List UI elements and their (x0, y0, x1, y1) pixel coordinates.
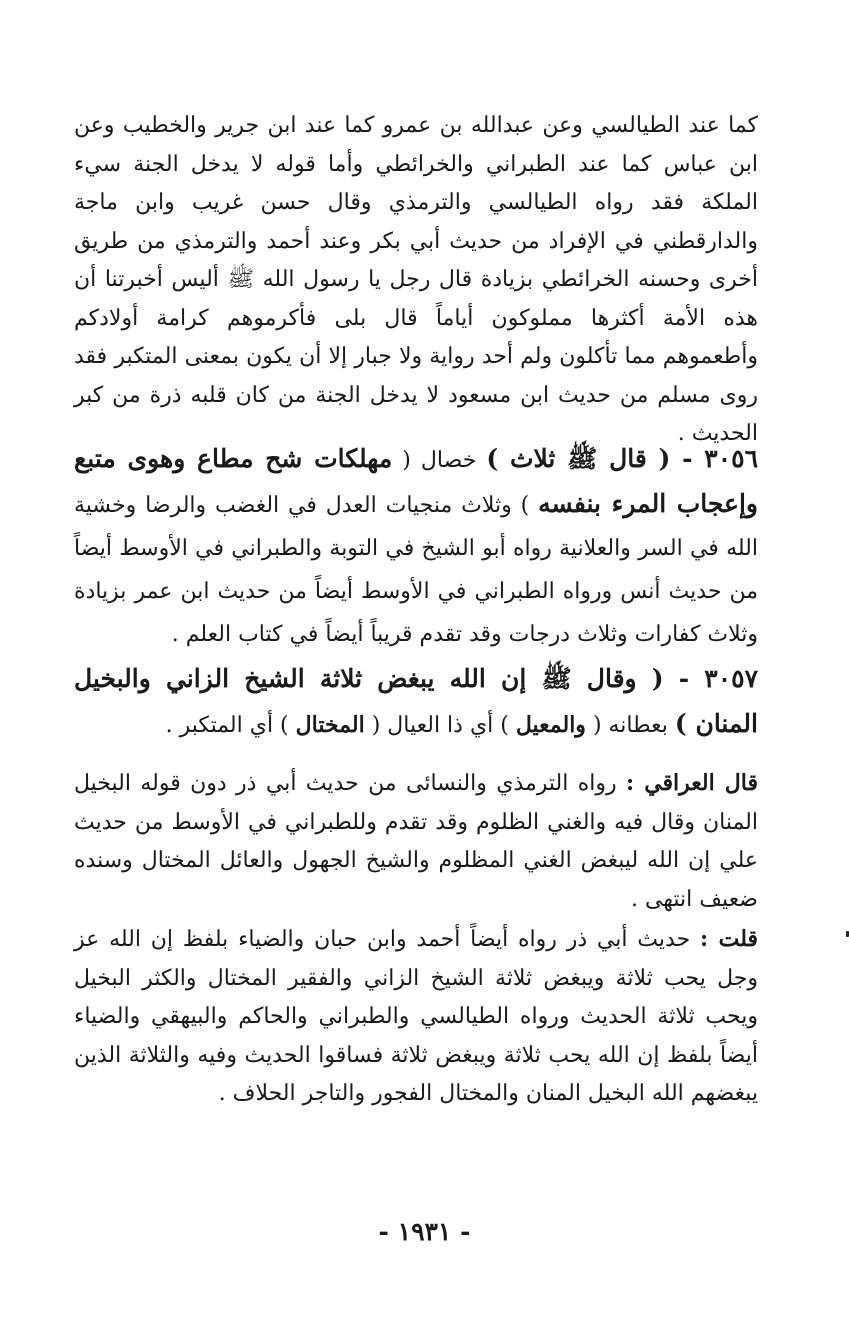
qultu-lead: قلت : (700, 926, 758, 952)
hadith-3057-term-1: والمعيل (515, 712, 586, 738)
hadith-3057-term-2: المختال (295, 712, 365, 738)
hadith-3056-quote: مهلكات شح مطاع وهوى متبع وإعجاب المرء بنفسه (74, 444, 758, 518)
hadith-3056-connector: خصال ( (402, 448, 477, 473)
page-number: - ١٩٣١ - (378, 1217, 471, 1246)
paragraph-text: كما عند الطيالسي وعن عبدالله بن عمرو كما عند ابن جرير والخطيب وعن ابن عباس كما عند الطبراني والخرائطي وأما قوله لا يدخل الجنة سيء الملكة فقد رواه الطيالسي والترمذي وقال حسن غريب وابن ماجة والدارقطني في الإفراد من حديث أبي بكر وعند أحمد والترمذي من طريق أخرى وحسنه الخرائطي بزيادة قال رجل يا رسول الله ﷺ أليس أخبرتنا أن هذه الأمة أكثرها مملوكون أياماً قال بلى فأكرموهم كرامة أولادكم وأطعموهم مما تأكلون ولم أحد رواية ولا جبار إلا أن يكون بمعنى المتكبر فقد روى مسلم من حديث ابن مسعود لا يدخل الجنة من كان قلبه ذرة من كبر الحديث . (74, 113, 758, 446)
paragraph-commentary-continuation (74, 107, 758, 454)
hadith-3057-text-d: ) أي المتكبر . (165, 713, 289, 738)
iraqi-text: رواه الترمذي والنسائى من حديث أبي ذر دون قوله البخيل المنان وقال فيه والغني الظلوم وقد تقدم وللطبراني في الأوسط من حديث علي إن الله ليبغض الغني المظلوم والشيخ الجهول والعائل المختال وسنده ضعيف انتهى . (74, 771, 758, 912)
iraqi-lead: قال العراقي : (626, 770, 758, 796)
hadith-3057-heading: ٣٠٥٧ - ( وقال ﷺ إن الله يبغض ثلاثة الشيخ الزاني والبخيل المنان ) (74, 664, 758, 738)
hadith-3056-heading: ٣٠٥٦ - ( قال ﷺ ثلاث ) (486, 444, 758, 473)
qultu-text: حديث أبي ذر رواه أيضاً أحمد وابن حبان والضياء بلفظ إن الله عز وجل يحب ثلاثة ويبغض ثلاثة الشيخ الزاني والفقير المختال والكثر البخيل ويحب ثلاثة الحديث ورواه الطيالسي والطبراني والحاكم والبيهقي والضياء أيضاً بلفظ إن الله يحب ثلاثة ويبغض ثلاثة فساقوا الحديث وفيه والثلاثة الذين يبغضهم الله البخيل المنان والمختال الفجور والتاجر الحلاف . (74, 927, 758, 1106)
paragraph-iraqi (74, 764, 758, 919)
hadith-3057-text-c: ) أي ذا العيال ( (371, 713, 509, 738)
hadith-3056-commentary: ) وثلاث منجيات العدل في الغضب والرضا وخشية الله في السر والعلانية رواه أبو الشيخ في التوبة والطبراني في الأوسط أيضاً من حديث أنس ورواه الطبراني في الأوسط أيضاً من حديث ابن عمر بزيادة وثلاث كفارات وثلاث درجات وقد تقدم قريباً أيضاً في كتاب العلم . (74, 493, 758, 647)
hadith-3056 (74, 437, 758, 656)
paragraph-qultu (74, 920, 758, 1114)
hadith-3057 (74, 657, 758, 747)
hadith-3057-text-a: بعطانه ( (592, 713, 668, 738)
